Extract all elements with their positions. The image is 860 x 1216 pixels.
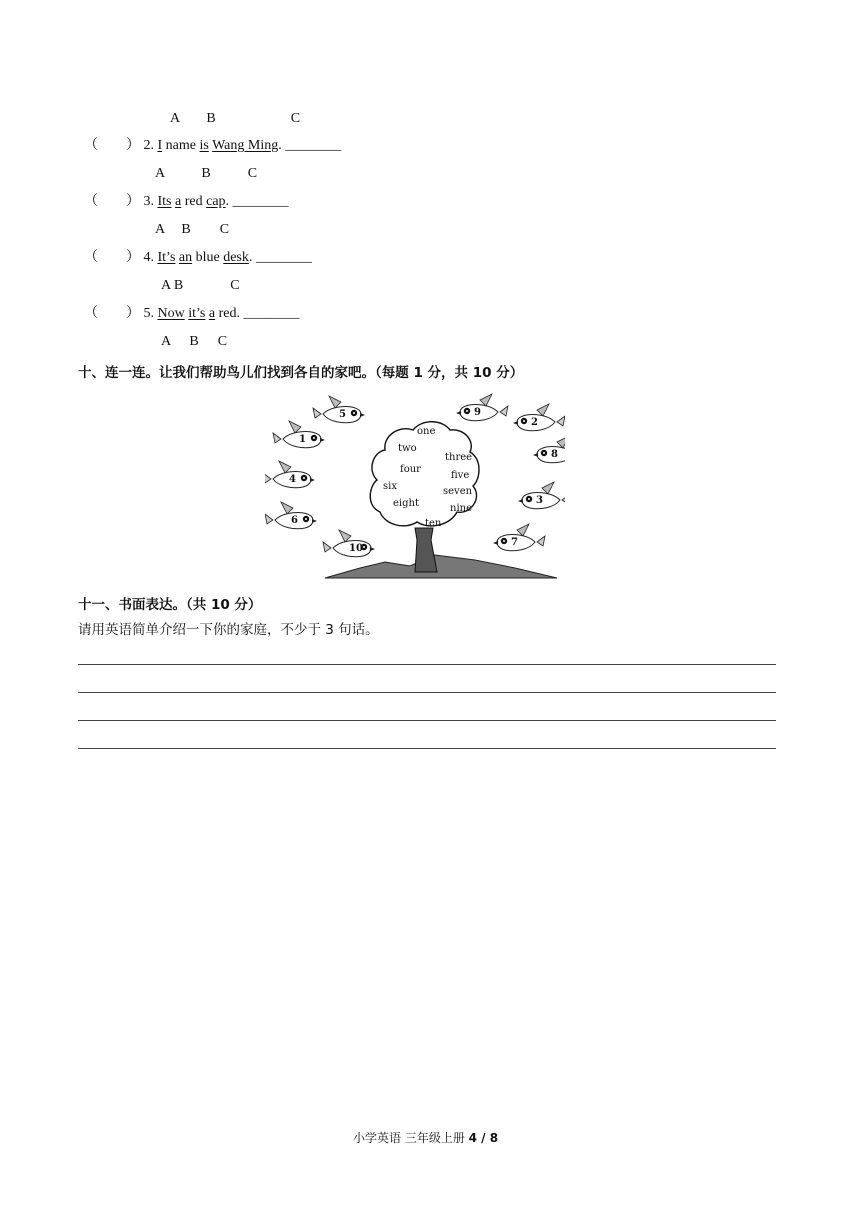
section-11-heading: 十一、书面表达。（共 10 分） [78, 597, 262, 613]
bird-number: 10 [349, 543, 363, 554]
answer-paren[interactable]: （ ） [84, 138, 140, 153]
underlined-word-c: Wang Ming [212, 138, 279, 153]
bird-number: 7 [511, 537, 518, 548]
tree-word-eight[interactable]: eight [393, 498, 419, 509]
answer-blank[interactable]: ________ [255, 250, 312, 265]
underlined-word-b: an [178, 250, 193, 265]
option-a: A [161, 334, 171, 349]
bird-8[interactable] [533, 436, 565, 463]
tree-word-one[interactable]: one [417, 426, 436, 437]
bird-number: 4 [289, 474, 296, 485]
option-b: B [189, 334, 199, 349]
tree-word-ten[interactable]: ten [425, 518, 442, 529]
word: blue [195, 250, 220, 265]
bird-2[interactable] [513, 404, 565, 431]
option-c: C [230, 278, 240, 293]
option-c: C [219, 222, 230, 237]
question-number: 2. [143, 138, 154, 153]
underlined-word-a: Its [157, 194, 172, 209]
question-number: 4. [143, 250, 154, 265]
tree-birds-picture [265, 390, 565, 580]
bird-7[interactable] [493, 524, 545, 551]
bird-number: 6 [291, 515, 298, 526]
writing-line-3[interactable] [78, 720, 776, 721]
underlined-word-b: it’s [188, 306, 206, 321]
underlined-word-c: desk [223, 250, 249, 265]
option-a: A [155, 222, 165, 237]
underlined-word-a: I [157, 138, 163, 153]
question-4 [84, 249, 312, 267]
option-c: C [247, 166, 258, 181]
answer-blank[interactable]: ________ [232, 194, 289, 209]
answer-blank[interactable]: ________ [285, 138, 342, 153]
bird-number: 8 [551, 449, 558, 460]
question-2 [84, 137, 341, 155]
writing-instruction: 请用英语简单介绍一下你的家庭，不少于 3 句话。 [78, 622, 379, 638]
word: name [165, 138, 196, 153]
bird-number: 1 [299, 434, 306, 445]
answer-paren[interactable]: （ ） [84, 194, 140, 209]
writing-line-1[interactable] [78, 664, 776, 665]
bird-number: 5 [339, 409, 346, 420]
page-number: 4 / 8 [468, 1131, 499, 1145]
punct: . [278, 138, 282, 153]
punct: . [225, 194, 230, 209]
q5-options [161, 333, 227, 351]
writing-line-4[interactable] [78, 748, 776, 749]
section-10-heading: 十、连一连。让我们帮助鸟儿们找到各自的家吧。（每题 1 分，共 10 分） [78, 365, 524, 381]
option-a: A [155, 166, 165, 181]
underlined-word-b: is [199, 138, 209, 153]
tree-word-five[interactable]: five [451, 470, 470, 481]
underlined-word-b: a [175, 194, 182, 209]
word: red. [218, 306, 240, 321]
q1-options [170, 110, 300, 128]
bird-number: 9 [474, 407, 481, 418]
underlined-word-a: It’s [157, 250, 176, 265]
bird-number: 3 [536, 495, 543, 506]
punct: . [248, 250, 253, 265]
answer-paren[interactable]: （ ） [84, 250, 140, 265]
q2-options [155, 165, 257, 183]
option-c: C [290, 111, 301, 126]
underlined-word-c: a [208, 306, 216, 321]
tree-word-six[interactable]: six [383, 481, 397, 492]
answer-blank[interactable]: ________ [243, 306, 300, 321]
question-5 [84, 305, 299, 323]
tree-word-nine[interactable]: nine [450, 503, 472, 514]
bird-9[interactable] [456, 394, 508, 421]
option-b: B [206, 111, 216, 126]
question-number: 5. [143, 306, 154, 321]
tree-word-four[interactable]: four [400, 464, 421, 475]
page-footer [353, 1129, 498, 1146]
question-3 [84, 193, 289, 211]
option-ab: A B [161, 278, 184, 293]
tree-word-three[interactable]: three [445, 452, 473, 463]
writing-line-2[interactable] [78, 692, 776, 693]
underlined-word-c: cap [206, 194, 226, 209]
tree-word-seven[interactable]: seven [443, 486, 473, 497]
tree-word-two[interactable]: two [398, 443, 417, 454]
q4-options [161, 277, 240, 295]
option-b: B [201, 166, 211, 181]
answer-paren[interactable]: （ ） [84, 306, 140, 321]
option-a: A [170, 111, 180, 126]
option-c: C [217, 334, 228, 349]
word: red [184, 194, 203, 209]
underlined-word-a: Now [157, 306, 185, 321]
question-number: 3. [143, 194, 154, 209]
option-b: B [181, 222, 191, 237]
q3-options [155, 221, 229, 239]
bird-number: 2 [531, 417, 538, 428]
footer-text: 小学英语 三年级上册 [353, 1131, 469, 1145]
